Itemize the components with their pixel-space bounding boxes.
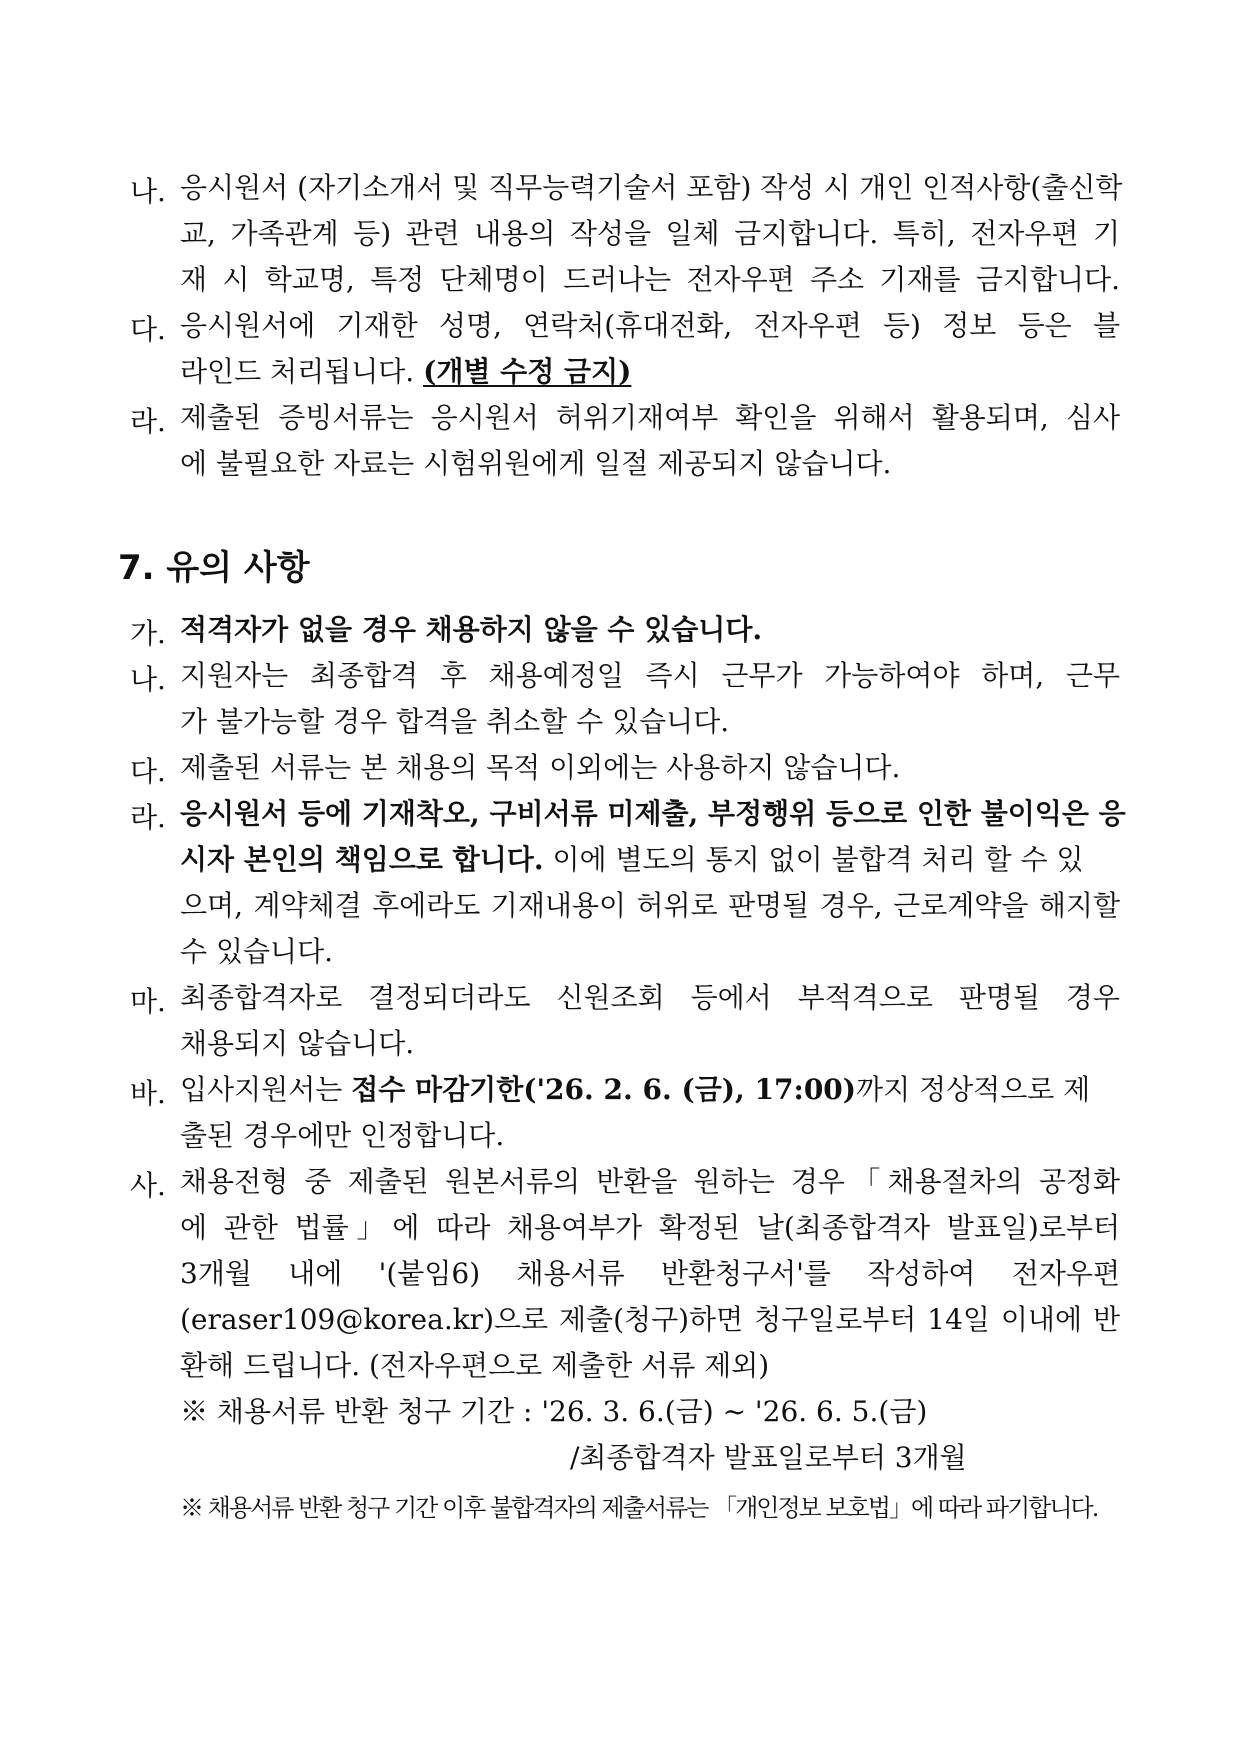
- item-text: 이에 별도의 통지 없이 불합격 처리 할 수 있: [543, 843, 1084, 876]
- item-text: 라인드 처리됩니다.: [180, 355, 424, 388]
- item-line: 수 있습니다.: [180, 935, 334, 968]
- item-line: 환해 드립니다. (전자우편으로 제출한 서류 제외): [180, 1349, 770, 1382]
- note-return-period: ※ 채용서류 반환 청구 기간 : '26. 3. 6.(금) ~ '26. 6. 5.(금): [180, 1395, 928, 1428]
- note-destruction: ※ 채용서류 반환 청구 기간 이후 불합격자의 제출서류는 「개인정보 보호법」에 따라 파기합니다.: [180, 1494, 1098, 1522]
- item-marker: 사.: [130, 1169, 166, 1202]
- item-text: 까지 정상적으로 제: [856, 1073, 1091, 1106]
- item-line: 에 관한 법률」에 따라 채용여부가 확정된 날(최종합격자 발표일)로부터: [180, 1211, 1120, 1244]
- item-line: 3개월 내에 '(붙임6) 채용서류 반환청구서'를 작성하여 전자우편: [180, 1257, 1120, 1290]
- item-marker: 라.: [130, 801, 166, 834]
- item-marker: 가.: [130, 617, 166, 650]
- item-line: 재 시 학교명, 특정 단체명이 드러나는 전자우편 주소 기재를 금지합니다.: [180, 263, 1120, 296]
- item-marker: 나.: [130, 663, 166, 696]
- item-line: 적격자가 없을 경우 채용하지 않을 수 있습니다.: [180, 613, 763, 646]
- item-line: 최종합격자로 결정되더라도 신원조회 등에서 부적격으로 판명될 경우: [180, 981, 1120, 1014]
- item-marker: 다.: [130, 313, 166, 346]
- item-line: 지원자는 최종합격 후 채용예정일 즉시 근무가 가능하여야 하며, 근무: [180, 659, 1120, 692]
- item-marker: 마.: [130, 985, 166, 1018]
- deadline-text: 접수 마감기한('26. 2. 6. (금), 17:00): [351, 1073, 857, 1106]
- item-line: 에 불필요한 자료는 시험위원에게 일절 제공되지 않습니다.: [180, 447, 892, 480]
- item-line: [180, 354, 631, 400]
- section-heading: 7. 유의 사항: [118, 548, 310, 588]
- note-return-period-basis: /최종합격자 발표일로부터 3개월: [570, 1441, 967, 1474]
- item-line: 채용되지 않습니다.: [180, 1027, 415, 1060]
- item-line: [180, 842, 1084, 888]
- item-line: 응시원서에 기재한 성명, 연락처(휴대전화, 전자우편 등) 정보 등은 블: [180, 309, 1120, 342]
- item-line: 교, 가족관계 등) 관련 내용의 작성을 일체 금지합니다. 특히, 전자우편 기: [180, 217, 1120, 250]
- item-line: 응시원서 등에 기재착오, 구비서류 미제출, 부정행위 등으로 인한 불이익은 응: [180, 797, 1126, 830]
- item-line: [180, 1072, 1090, 1118]
- item-marker: 라.: [130, 405, 166, 438]
- item-line: 출된 경우에만 인정합니다.: [180, 1119, 505, 1152]
- item-marker: 다.: [130, 755, 166, 788]
- item-marker: 바.: [130, 1077, 166, 1110]
- item-line: 제출된 서류는 본 채용의 목적 이외에는 사용하지 않습니다.: [180, 751, 901, 784]
- item-line: 가 불가능할 경우 합격을 취소할 수 있습니다.: [180, 705, 730, 738]
- item-line: 제출된 증빙서류는 응시원서 허위기재여부 확인을 위해서 활용되며, 심사: [180, 401, 1120, 434]
- bold-text: 시자 본인의 책임으로 합니다.: [180, 843, 544, 876]
- item-line: 채용전형 중 제출된 원본서류의 반환을 원하는 경우「채용절차의 공정화: [180, 1165, 1120, 1198]
- item-line: 응시원서 (자기소개서 및 직무능력기술서 포함) 작성 시 개인 인적사항(출신학: [180, 171, 1123, 204]
- item-line: 으며, 계약체결 후에라도 기재내용이 허위로 판명될 경우, 근로계약을 해지할: [180, 889, 1120, 922]
- item-line: (eraser109@korea.kr)으로 제출(청구)하면 청구일로부터 14일 이내에 반: [180, 1303, 1120, 1336]
- item-marker: 나.: [130, 175, 166, 208]
- item-text: 입사지원서는: [180, 1073, 352, 1106]
- emphasis-no-edit: (개별 수정 금지): [423, 355, 632, 388]
